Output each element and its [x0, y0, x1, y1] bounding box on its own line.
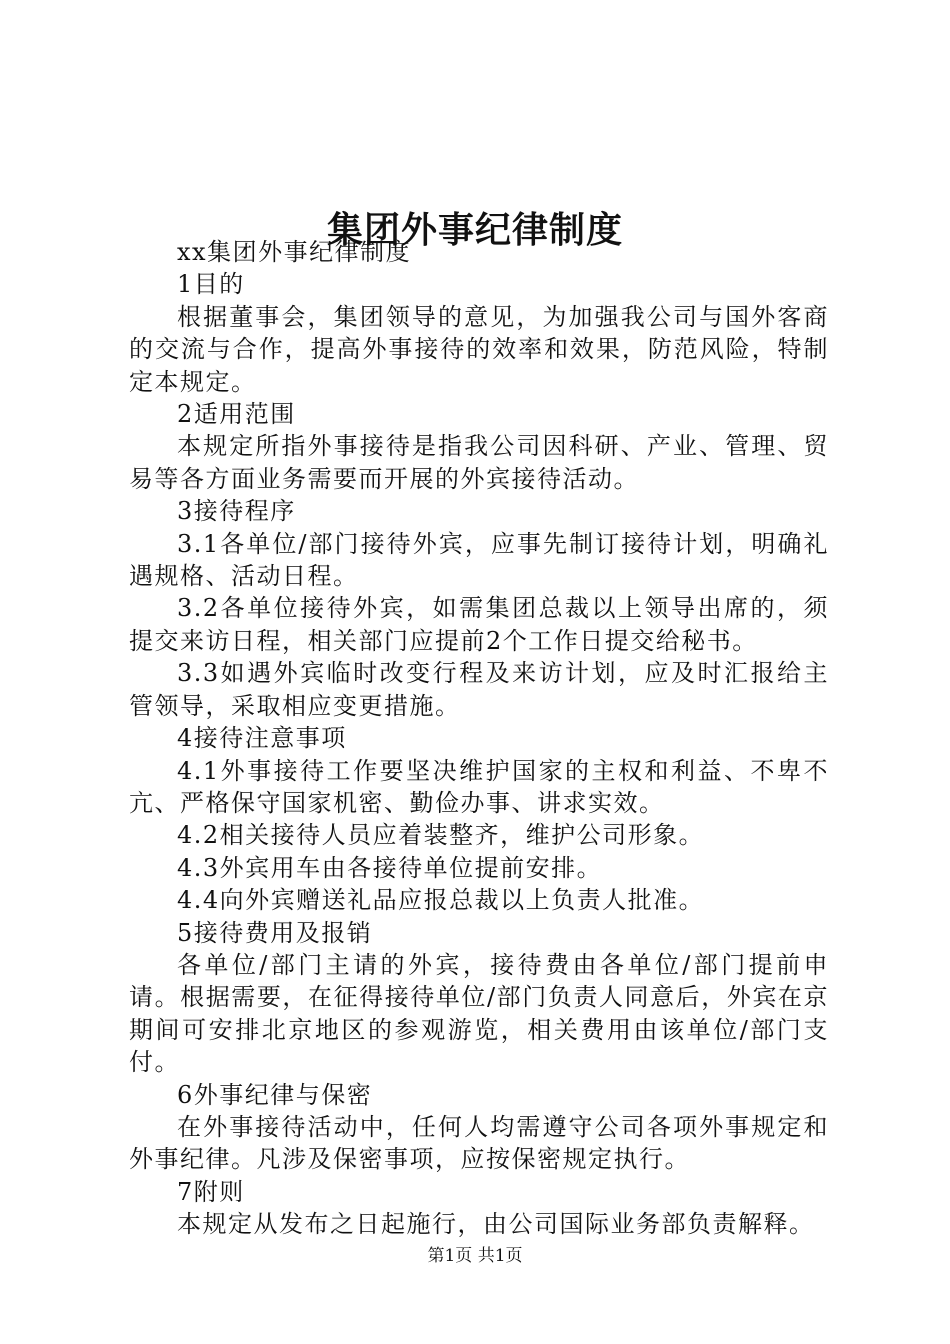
section-heading: 2适用范围: [177, 400, 296, 429]
paragraph: 4.3外宾用车由各接待单位提前安排。: [177, 853, 603, 882]
paragraph: 本规定所指外事接待是指我公司因科研、产业、管理、贸易等各方面业务需要而开展的外宾接待活动。: [129, 432, 829, 493]
section-heading: 6外事纪律与保密: [177, 1080, 373, 1109]
paragraph: 在外事接待活动中，任何人均需遵守公司各项外事规定和外事纪律。凡涉及保密事项，应按保密规定执行。: [129, 1112, 829, 1174]
paragraph: 3.2各单位接待外宾，如需集团总裁以上领导出席的，须提交来访日程，相关部门应提前2个工作日提交给秘书。: [129, 594, 829, 655]
section-heading: 1目的: [177, 270, 245, 299]
section-heading: 3接待程序: [177, 497, 296, 526]
paragraph: 4.2相关接待人员应着装整齐，维护公司形象。: [177, 821, 705, 850]
page-title: 集团外事纪律制度: [326, 210, 623, 252]
section-heading: 4接待注意事项: [177, 724, 347, 753]
page-footer: 第1页 共1页: [427, 1246, 523, 1266]
paragraph: 4.4向外宾赠送礼品应报总裁以上负责人批准。: [177, 886, 705, 915]
section-heading: 5接待费用及报销: [177, 918, 373, 947]
paragraph: 3.1各单位/部门接待外宾，应事先制订接待计划，明确礼遇规格、活动日程。: [129, 529, 829, 591]
paragraph: 4.1外事接待工作要坚决维护国家的主权和利益、不卑不亢、严格保守国家机密、勤俭办事、讲求实效。: [129, 756, 829, 817]
document-body: [129, 236, 829, 1241]
paragraph: 各单位/部门主请的外宾，接待费由各单位/部门提前申请。根据需要，在征得接待单位/部门负责人同意后，外宾在京期间可安排北京地区的参观游览，相关费用由该单位/部门支付。: [129, 950, 829, 1077]
paragraph: 本规定从发布之日起施行，由公司国际业务部负责解释。: [177, 1210, 815, 1239]
paragraph: 3.3如遇外宾临时改变行程及来访计划，应及时汇报给主管领导，采取相应变更措施。: [129, 659, 829, 720]
section-heading: 7附则: [177, 1177, 245, 1206]
doc-subtitle: xx集团外事纪律制度: [177, 238, 412, 266]
paragraph: 根据董事会，集团领导的意见，为加强我公司与国外客商的交流与合作，提高外事接待的效率和效果，防范风险，特制定本规定。: [129, 302, 829, 396]
